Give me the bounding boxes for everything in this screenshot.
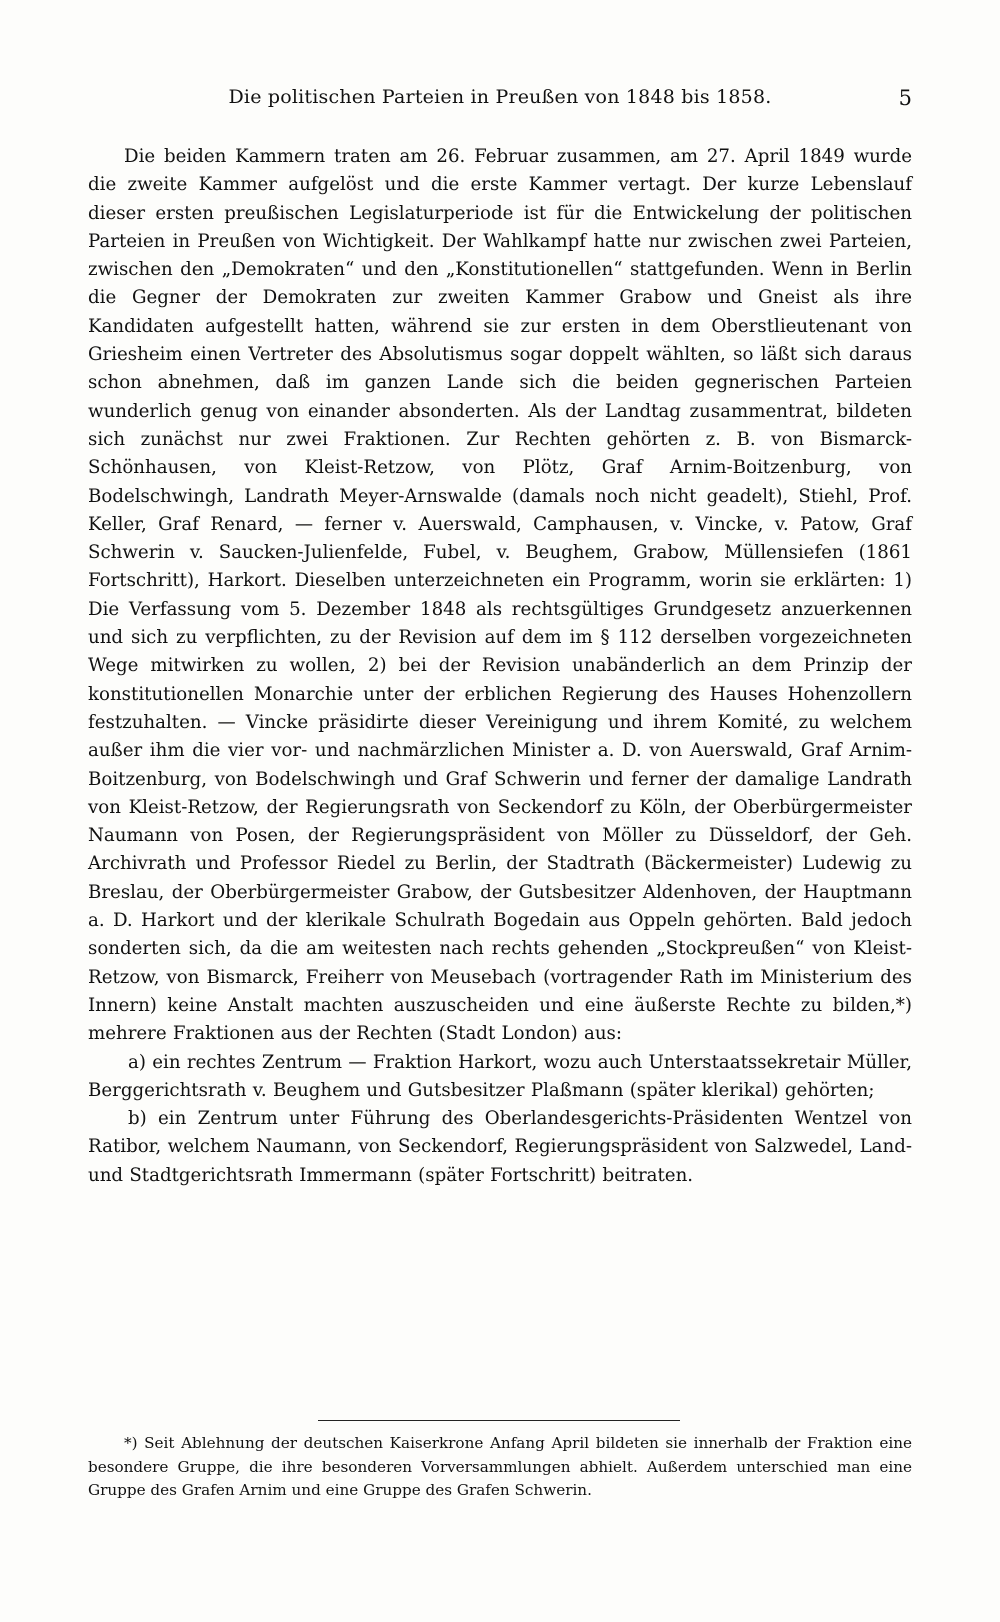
- body-text: [88, 143, 912, 1190]
- footnote-text: *) Seit Ablehnung der deutschen Kaiserkrone Anfang April bildeten sie innerhalb der Fraktion eine besondere Gruppe, die ihre besonderen Vorversammlungen abhielt. Außerdem unterschied man eine Gruppe des Grafen Arnim und eine Gruppe des Grafen Schwerin.: [88, 1434, 912, 1499]
- footnote-divider: [318, 1420, 680, 1421]
- list-item-b: b) ein Zentrum unter Führung des Oberlandesgerichts-Präsidenten Wentzel von Ratibor, welchem Naumann, von Seckendorf, Regierungspräsident von Salzwedel, Land- und Stadtgerichtsrath Immermann (später Fortschritt) beitraten.: [88, 1108, 912, 1186]
- footnote: [88, 1432, 912, 1503]
- list-item-a: a) ein rechtes Zentrum — Fraktion Harkort, wozu auch Unterstaatssekretair Müller, Berggerichtsrath v. Beughem und Gutsbesitzer Plaßmann (später klerikal) gehörten;: [88, 1051, 912, 1101]
- page-number: 5: [898, 86, 912, 110]
- paragraph-main: Die beiden Kammern traten am 26. Februar zusammen, am 27. April 1849 wurde die zweite Kammer aufgelöst und die erste Kammer vertagt. Der kurze Lebenslauf dieser ersten preußischen Legislaturperiode ist für die Entwickelung der politischen Parteien in Preußen von Wichtigkeit. Der Wahlkampf hatte nur zwischen zwei Parteien, zwischen den „Demokraten“ und den „Konstitutionellen“ stattgefunden. Wenn in Berlin die Gegner der Demokraten zur zweiten Kammer Grabow und Gneist als ihre Kandidaten aufgestellt hatten, während sie zur ersten in dem Oberstlieutenant von Griesheim einen Vertreter des Absolutismus sogar doppelt wählten, so läßt sich daraus schon abnehmen, daß im ganzen Lande sich die beiden gegnerischen Parteien wunderlich genug von einander absonderten. Als der Landtag zusammentrat, bildeten sich zunächst nur zwei Fraktionen. Zur Rechten gehörten z. B. von Bismarck-Schönhausen, von Kleist-Retzow, von Plötz, Graf Arnim-Boitzenburg, von Bodelschwingh, Landrath Meyer-Arnswalde (damals noch nicht geadelt), Stiehl, Prof. Keller, Graf Renard, — ferner v. Auerswald, Camphausen, v. Vincke, v. Patow, Graf Schwerin v. Saucken-Julienfelde, Fubel, v. Beughem, Grabow, Müllensiefen (1861 Fortschritt), Harkort. Dieselben unterzeichneten ein Programm, worin sie erklärten: 1) Die Verfassung vom 5. Dezember 1848 als rechtsgültiges Grundgesetz anzuerkennen und sich zu verpflichten, zu der Revision auf dem im § 112 derselben vorgezeichneten Wege mitwirken zu wollen, 2) bei der Revision unabänderlich an dem Prinzip der konstitutionellen Monarchie unter der erblichen Regierung des Hauses Hohenzollern festzuhalten. — Vincke präsidirte dieser Vereinigung und ihrem Komité, zu welchem außer ihm die vier vor- und nachmärzlichen Minister a. D. von Auerswald, Graf Arnim-Boitzenburg, von Bodelschwingh und Graf Schwerin und ferner der damalige Landrath von Kleist-Retzow, der Regierungsrath von Seckendorf zu Köln, der Oberbürgermeister Naumann von Posen, der Regierungspräsident von Möller zu Düsseldorf, der Geh. Archivrath und Professor Riedel zu Berlin, der Stadtrath (Bäckermeister) Ludewig zu Breslau, der Oberbürgermeister Grabow, der Gutsbesitzer Aldenhoven, der Hauptmann a. D. Harkort und der klerikale Schulrath Bogedain aus Oppeln gehörten. Bald jedoch sonderten sich, da die am weitesten nach rechts gehenden „Stockpreußen“ von Kleist-Retzow, von Bismarck, Freiherr von Meusebach (vortragender Rath im Ministerium des Innern) keine Anstalt machten auszuscheiden und eine äußerste Rechte zu bilden,*) mehrere Fraktionen aus der Rechten (Stadt London) aus:: [88, 146, 912, 1045]
- running-title: Die politischen Parteien in Preußen von 1848 bis 1858.: [228, 86, 772, 108]
- page-header: [88, 86, 912, 116]
